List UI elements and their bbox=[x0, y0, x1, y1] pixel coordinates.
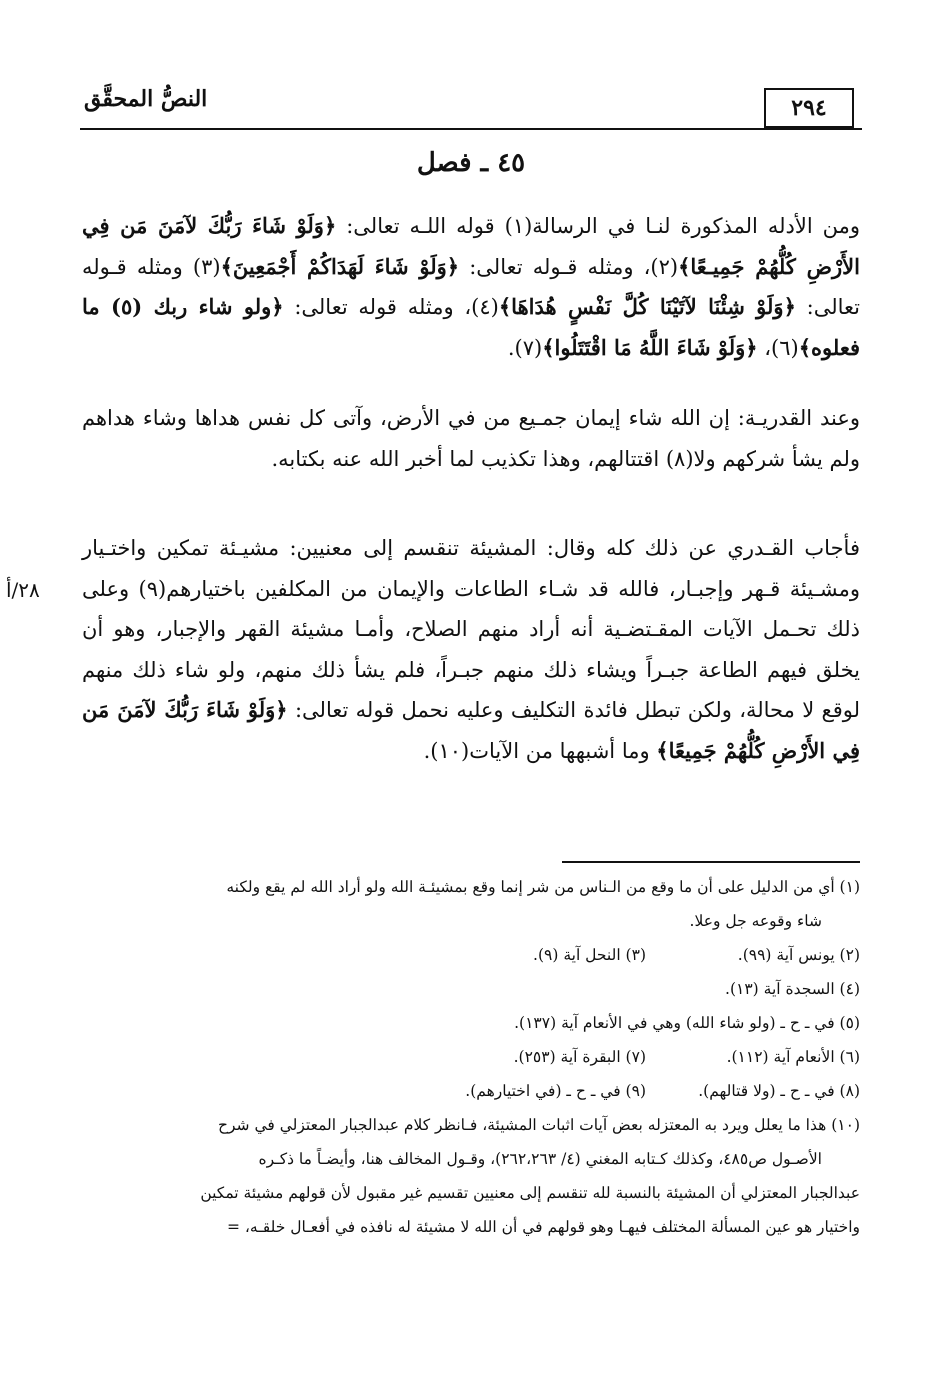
text-segment: (٦)، bbox=[757, 335, 799, 360]
footnote-10: (١٠) هذا ما يعلل ويرد به المعتزله بعض آيات اثبات المشيئة، فـانظر كلام عبدالجبار المعتزلي في شرح bbox=[218, 1116, 860, 1134]
footnote-4: (٤) السجدة آية (١٣). bbox=[725, 980, 860, 998]
text-segment: فأجاب القـدري عن ذلك كله وقال: المشيئة تنقسم إلى معنيين: مشيـئة تمكين واختـيار ومشـيئة قـهر وإجبـار، فالله قد شـاء الطاعات والإيمان من المكلفين باختيارهم(٩) وعلى ذلك تحـمل الآيات المقـتضـية أنه أراد منهم الصلاح، وأمـا مشيئة القهر والإجبار، وهو أن يخلق فيهم الطاعة جبـراً ويشاء ذلك منهم جبـراً، فلم يشأ ذلك منهم، ولو شاء ذلك منهم لوقع لا محالة، ولكن تبطل فائدة التكليف وعليه نحمل قوله تعالى: bbox=[82, 536, 860, 722]
quran-verse: ﴿وَلَوْ شِئْنَا لآتَيْنَا كُلَّ نَفْسٍ هُدَاهَا﴾ bbox=[498, 294, 796, 319]
footnotes bbox=[82, 870, 860, 1244]
footnote-3: (٣) النحل آية (٩). bbox=[533, 946, 646, 964]
footnote-9: (٩) في ـ ح ـ (في اختيارهم). bbox=[465, 1082, 646, 1100]
header-divider bbox=[80, 128, 862, 130]
footnote-divider bbox=[562, 861, 860, 863]
text-segment: وما أشبهها من الآيات(١٠). bbox=[423, 738, 657, 763]
quran-verse: ﴿وَلَوْ شَاءَ اللَّهُ مَا اقْتَتَلُوا﴾ bbox=[542, 334, 758, 360]
footnote-10-continued: عبدالجبار المعتزلي أن المشيئة بالنسبة لله تنقسم إلى معنيين تقسيم غير مقبول لأن قولهم مشيئة تمكين bbox=[200, 1184, 860, 1202]
quran-verse: ﴿وَلَوْ شَاءَ لَهَدَاكُمْ أَجْمَعِينَ﴾ bbox=[220, 253, 460, 279]
text-segment: (٣) ومثله قـوله تعالى: bbox=[82, 254, 860, 319]
running-header-title: النصُّ المحقَّق bbox=[84, 86, 208, 112]
page-number: ٢٩٤ bbox=[764, 88, 854, 128]
quran-verse: ﴿وَلَوْ شَاءَ رَبُّكَ لآمَنَ مَن فِي الأَرْضِ كُلُّهُمْ جَمِيعًا﴾ bbox=[82, 697, 860, 763]
footnote-row bbox=[82, 1074, 860, 1108]
footnote-5: (٥) في ـ ح ـ (ولو شاء الله) وهي في الأنعام آية (١٣٧). bbox=[514, 1014, 860, 1032]
section-title: ٤٥ ـ فصل bbox=[416, 148, 526, 178]
footnote-1-continued: شاء وقوعه جل وعلا. bbox=[689, 912, 822, 930]
quran-verse: ﴿ولو شاء ربك (٥) ما فعلوه﴾ bbox=[82, 294, 860, 360]
footnote-2: (٢) يونس آية (٩٩). bbox=[737, 946, 860, 964]
footnote-row bbox=[82, 938, 860, 972]
paragraph-1 bbox=[82, 206, 860, 368]
text-segment: (٢)، ومثله قـوله تعالى: bbox=[459, 254, 679, 279]
text-segment: (٧). bbox=[507, 335, 543, 360]
quran-verse: ﴿وَلَوْ شَاءَ رَبُّكَ لآمَنَ مَن فِي الأَرْضِ كُلُّهُمْ جَمِيـعًا﴾ bbox=[82, 213, 860, 279]
paragraph-2: وعند القدريـة: إن الله شاء إيمان جمـيع من في الأرض، وآتى كل نفس هداها وشاء هداهم ولم يشأ شركهم ولا(٨) اقتتالهم، وهذا تكذيب لما أخبر الله عنه بكتابه. bbox=[82, 406, 860, 471]
footnote-6: (٦) الأنعام آية (١١٢). bbox=[726, 1048, 860, 1066]
footnote-7: (٧) البقرة آية (٢٥٣). bbox=[513, 1048, 646, 1066]
manuscript-folio-ref: ٢٨/أ bbox=[6, 578, 40, 602]
footnote-1: (١) أي من الدليل على أن ما وقع من الـناس من شر إنما وقع بمشيئـة الله ولو أراد الله لم يقع ولكنه bbox=[226, 878, 860, 896]
text-segment: ومن الأدله المذكورة لنـا في الرسالة(١) قوله اللـه تعالى: bbox=[336, 214, 861, 238]
paragraph-3 bbox=[82, 528, 860, 771]
footnote-10-continued: الأصـول ص٤٨٥، وكذلك كـتابه المغني (٤/ ٢٦٢،٢٦٣)، وقـول المخالف هنا، وأيضـاً ما ذكـره bbox=[258, 1150, 822, 1168]
footnote-10-continued: واختيار هو عين المسألة المختلف فيهـا وهو قولهم في أن الله لا مشيئة له نافذه في أفعـال خلقـه، = bbox=[226, 1218, 860, 1236]
text-segment: (٤)، ومثله قوله تعالى: bbox=[283, 295, 499, 319]
footnote-8: (٨) في ـ ح ـ (ولا قتالهم). bbox=[698, 1082, 860, 1100]
footnote-row bbox=[82, 1040, 860, 1074]
